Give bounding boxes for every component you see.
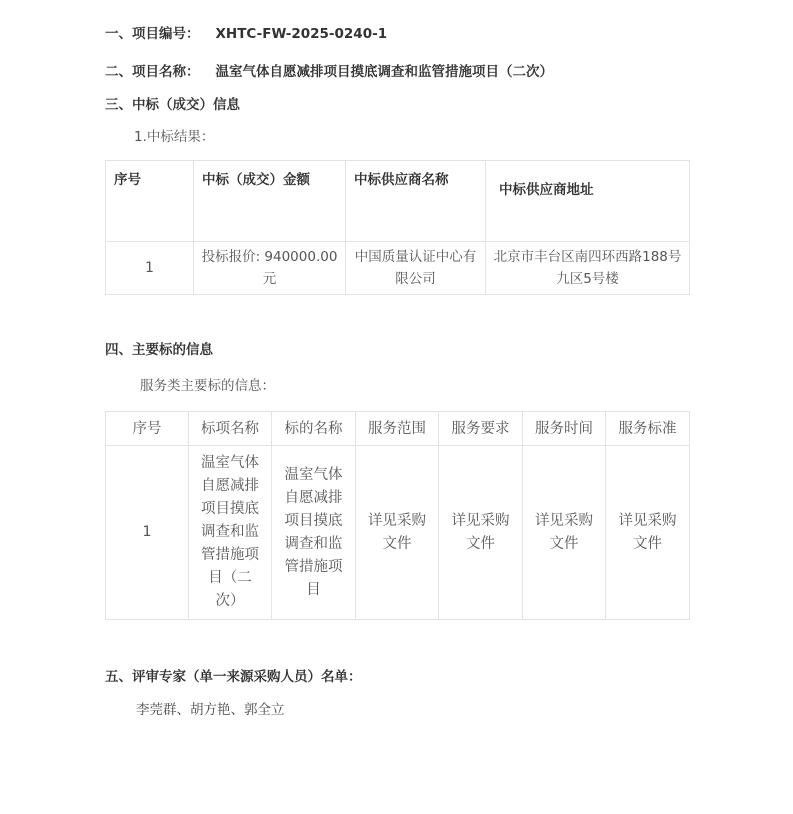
cell-supplier-address: 北京市丰台区南四环西路188号九区5号楼 [486,242,690,295]
award-result-table [105,160,690,295]
header-cell-index: 序号 [106,161,194,242]
table-row [106,242,690,295]
project-name-label: 二、项目名称： [105,64,200,80]
header-cell-service-requirements: 服务要求 [439,412,523,446]
header-cell-supplier-name: 中标供应商名称 [346,161,486,242]
cell-service-time: 详见采购文件 [523,446,606,620]
header-cell-amount: 中标（成交）金额 [194,161,346,242]
project-name-line [105,60,553,80]
header-cell-subject-name: 标的名称 [272,412,356,446]
cell-index: 1 [106,446,189,620]
header-cell-supplier-address: 中标供应商地址 [486,161,690,242]
cell-service-standard: 详见采购文件 [606,446,690,620]
award-result-subheading: 1.中标结果： [134,129,215,145]
header-cell-service-standard: 服务标准 [606,412,690,446]
header-cell-lot-name: 标项名称 [189,412,272,446]
header-cell-index: 序号 [106,412,189,446]
section-review-experts-heading: 五、评审专家（单一来源采购人员）名单： [105,669,362,685]
service-subject-table [105,411,690,620]
table-header-row [106,412,690,446]
table-row [106,446,690,620]
section-main-subject-heading: 四、主要标的信息 [105,342,213,358]
cell-lot-name: 温室气体自愿减排项目摸底调查和监管措施项目（二次） [189,446,272,620]
section-award-info-heading: 三、中标（成交）信息 [105,97,240,113]
project-name-value: 温室气体自愿减排项目摸底调查和监管措施项目（二次） [215,64,553,80]
header-cell-service-time: 服务时间 [523,412,606,446]
cell-service-requirements: 详见采购文件 [439,446,523,620]
project-number-label: 一、项目编号： [105,26,200,42]
cell-service-scope: 详见采购文件 [356,446,439,620]
cell-supplier-name: 中国质量认证中心有限公司 [346,242,486,295]
cell-subject-name: 温室气体自愿减排项目摸底调查和监管措施项目 [272,446,356,620]
review-experts-list: 李莞群、胡方艳、郭全立 [136,702,285,718]
header-cell-service-scope: 服务范围 [356,412,439,446]
cell-index: 1 [106,242,194,295]
service-subject-subheading: 服务类主要标的信息： [140,378,275,394]
table-header-row [106,161,690,242]
project-number-value: XHTC-FW-2025-0240-1 [215,26,388,42]
cell-amount: 投标报价: 940000.00元 [194,242,346,295]
project-number-line [105,22,387,42]
